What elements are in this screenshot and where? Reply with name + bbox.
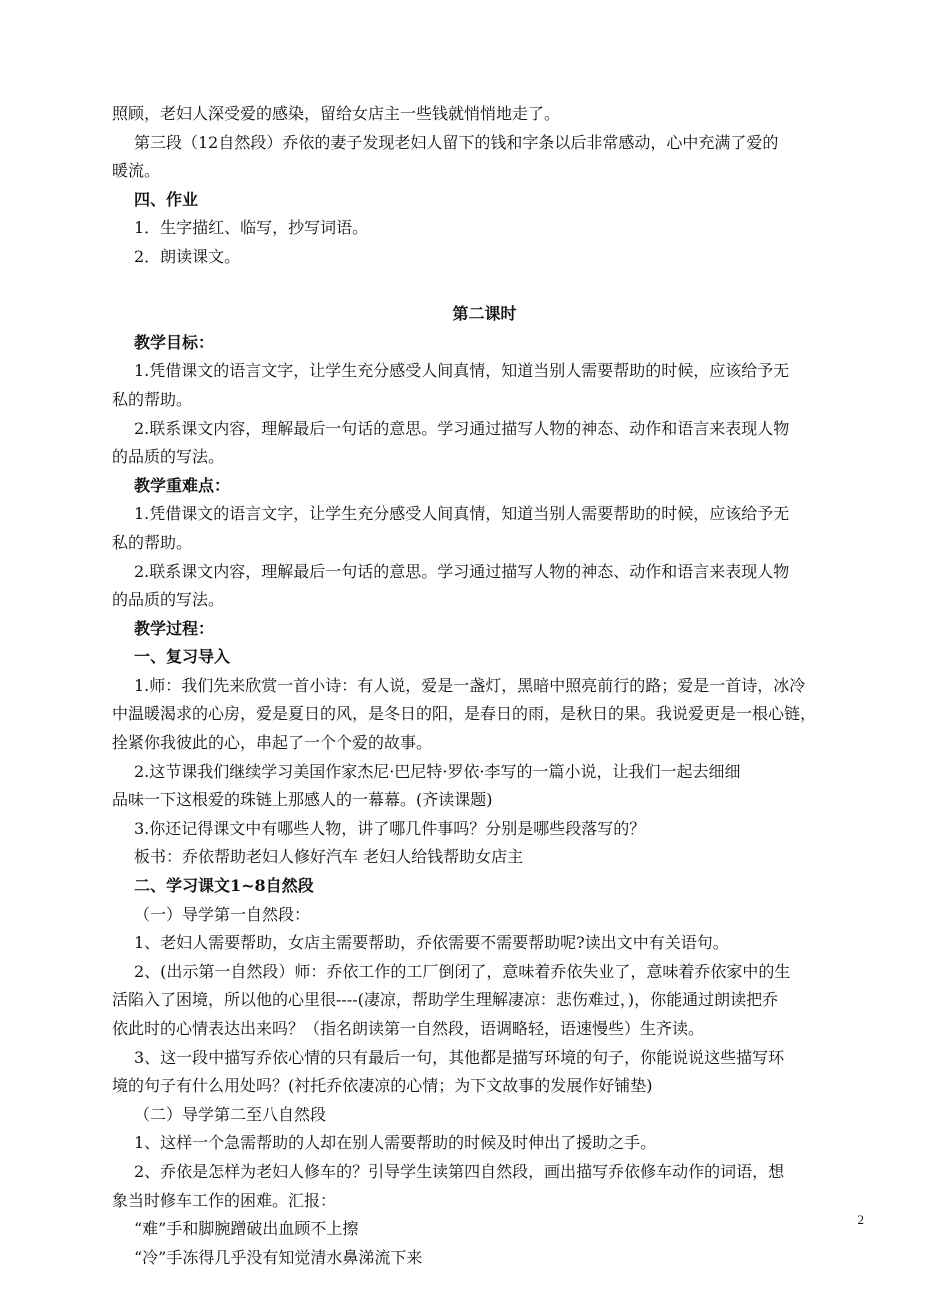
heading-line: 一、复习导入 <box>134 647 231 667</box>
text-line: 2．朗读课文。 <box>134 246 241 266</box>
heading-line: 教学重难点： <box>134 475 231 495</box>
text-line: “冷”手冻得几乎没有知觉清水鼻涕流下来 <box>134 1247 423 1267</box>
blank-line <box>112 272 857 301</box>
text-line: 象当时修车工作的困难。汇报： <box>112 1190 337 1210</box>
text-line: 1、老妇人需要帮助，女店主需要帮助，乔依需要不需要帮助呢?读出文中有关语句。 <box>134 933 729 953</box>
text-line: 境的句子有什么用处吗？(衬托乔依凄凉的心情；为下文故事的发展作好铺垫) <box>112 1076 653 1096</box>
text-line: （一）导学第一自然段： <box>134 904 311 924</box>
text-line: 照顾，老妇人深受爱的感染，留给女店主一些钱就悄悄地走了。 <box>112 104 561 123</box>
text-line: （二）导学第二至八自然段 <box>134 1104 327 1124</box>
text-line: 1.凭借课文的语言文字，让学生充分感受人间真情，知道当别人需要帮助的时候，应该给予无 <box>134 504 790 524</box>
text-line: 2、(出示第一自然段）师：乔依工作的工厂倒闭了，意味着乔依失业了，意味着乔依家中的生 <box>134 961 791 981</box>
heading-line: 教学目标： <box>134 332 215 352</box>
document-page <box>112 100 857 1272</box>
text-line: 品味一下这根爱的珠链上那感人的一幕幕。(齐读课题) <box>112 790 493 810</box>
text-line: 1、这样一个急需帮助的人却在别人需要帮助的时候及时伸出了援助之手。 <box>134 1133 657 1153</box>
text-line: 2、乔依是怎样为老妇人修车的？引导学生读第四自然段，画出描写乔依修车动作的词语，想 <box>134 1161 785 1181</box>
heading-line: 第二课时 <box>452 304 517 324</box>
text-line: 3.你还记得课文中有哪些人物，讲了哪几件事吗？分别是哪些段落写的？ <box>134 818 646 838</box>
text-line: 1.师：我们先来欣赏一首小诗：有人说，爱是一盏灯，黑暗中照亮前行的路；爱是一首诗，冰冷 <box>134 675 806 695</box>
text-line: 中温暖渴求的心房，爱是夏日的风，是冬日的阳，是春日的雨，是秋日的果。我说爱更是一根心链， <box>112 704 817 724</box>
page-number: 2 <box>857 1212 864 1227</box>
text-line: 私的帮助。 <box>112 389 193 409</box>
heading-line: 二、学习课文1~8自然段 <box>134 876 314 896</box>
text-line: 1.凭借课文的语言文字，让学生充分感受人间真情，知道当别人需要帮助的时候，应该给予无 <box>134 361 790 381</box>
text-line: 板书：乔依帮助老妇人修好汽车 老妇人给钱帮助女店主 <box>134 847 524 867</box>
heading-line: 四、作业 <box>134 189 199 209</box>
heading-line: 教学过程： <box>134 618 215 638</box>
text-line: 3、这一段中描写乔依心情的只有最后一句，其他都是描写环境的句子，你能说说这些描写环 <box>134 1047 785 1067</box>
text-line: 2.联系课文内容，理解最后一句话的意思。学习通过描写人物的神态、动作和语言来表现人物 <box>134 418 790 438</box>
text-line: 1．生字描红、临写，抄写词语。 <box>134 218 369 238</box>
text-line: 暖流。 <box>112 161 161 181</box>
text-line: 的品质的写法。 <box>112 447 225 467</box>
text-line: 拴紧你我彼此的心，串起了一个个爱的故事。 <box>112 733 433 753</box>
text-line: 第三段（12自然段）乔依的妻子发现老妇人留下的钱和字条以后非常感动，心中充满了爱的 <box>134 132 779 152</box>
text-line: “难”手和脚腕蹭破出血顾不上擦 <box>134 1219 359 1239</box>
text-line: 私的帮助。 <box>112 532 193 552</box>
text-line: 的品质的写法。 <box>112 590 225 610</box>
text-line: 2.联系课文内容，理解最后一句话的意思。学习通过描写人物的神态、动作和语言来表现人物 <box>134 561 790 581</box>
text-line: 活陷入了困境，所以他的心里很----(凄凉，帮助学生理解凄凉：悲伤难过，)，你能通过朗读把乔 <box>112 990 779 1010</box>
text-line: 依此时的心情表达出来吗？（指名朗读第一自然段，语调略轻，语速慢些）生齐读。 <box>112 1019 705 1038</box>
text-line: 2.这节课我们继续学习美国作家杰尼·巴尼特·罗依·李写的一篇小说，让我们一起去细细 <box>134 761 741 781</box>
